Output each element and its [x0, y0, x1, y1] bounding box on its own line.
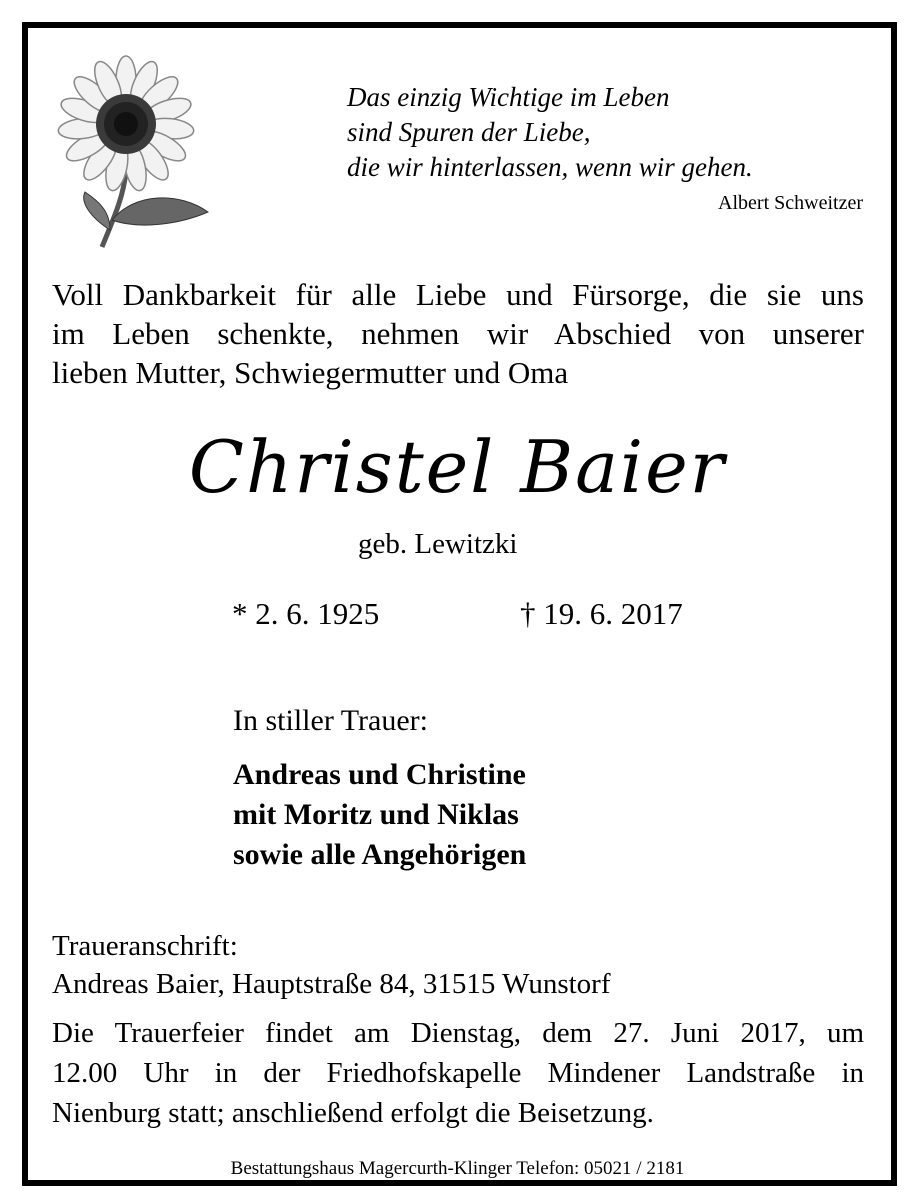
intro-text	[52, 275, 864, 392]
mourning-label: In stiller Trauer:	[233, 704, 428, 737]
service-info	[52, 1013, 864, 1133]
quote-block	[347, 80, 867, 185]
birth-date: * 2. 6. 1925	[232, 596, 380, 631]
death-date: † 19. 6. 2017	[520, 596, 683, 631]
mourners-list	[233, 755, 526, 875]
service-line: 12.00 Uhr in der Friedhofskapelle Mindener Landstraße in	[52, 1057, 864, 1089]
mourner-line: Andreas und Christine	[233, 758, 526, 791]
birth-name: geb. Lewitzki	[358, 528, 518, 560]
service-line: Nienburg statt; anschließend erfolgt die Beisetzung.	[52, 1097, 654, 1129]
quote-author: Albert Schweitzer	[718, 192, 863, 214]
footer	[0, 1158, 915, 1180]
intro-line: lieben Mutter, Schwiegermutter und Oma	[52, 355, 569, 390]
quote-line: sind Spuren der Liebe,	[347, 117, 591, 147]
intro-line: Voll Dankbarkeit für alle Liebe und Fürsorge, die sie uns	[52, 277, 864, 312]
intro-line: im Leben schenkte, nehmen wir Abschied von unserer	[52, 316, 864, 351]
address-value: Andreas Baier, Hauptstraße 84, 31515 Wunstorf	[52, 968, 611, 1000]
address-label: Traueranschrift:	[52, 930, 238, 962]
mourner-line: mit Moritz und Niklas	[233, 798, 519, 831]
sunflower-icon	[40, 52, 215, 252]
mourner-line: sowie alle Angehörigen	[233, 838, 527, 871]
quote-line: die wir hinterlassen, wenn wir gehen.	[347, 152, 753, 182]
service-line: Die Trauerfeier findet am Dienstag, dem 27. Juni 2017, um	[52, 1017, 864, 1049]
deceased-name: Christel Baier	[188, 425, 727, 509]
funeral-home-info: Bestattungshaus Magercurth-Klinger Telefon: 05021 / 2181	[219, 1158, 697, 1179]
quote-line: Das einzig Wichtige im Leben	[347, 82, 670, 112]
